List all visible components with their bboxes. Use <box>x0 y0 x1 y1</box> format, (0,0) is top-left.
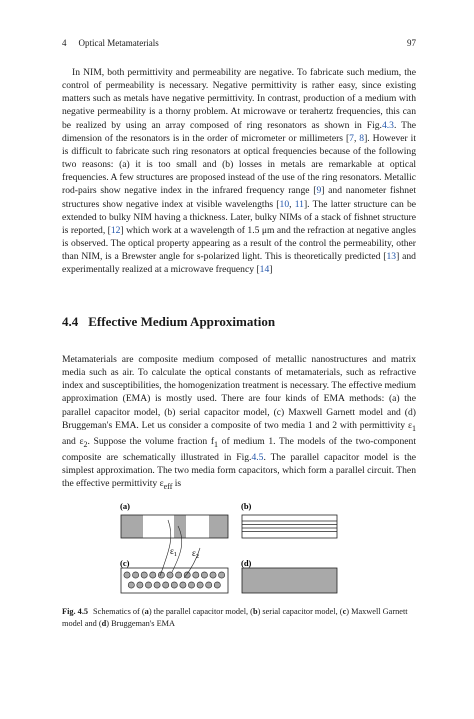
inclusion-particle <box>210 572 216 578</box>
caption-text: ) the parallel capacitor model, ( <box>148 607 253 616</box>
inclusion-particle <box>150 572 156 578</box>
text-run: ]. However it is difficult to fabricate such ring resonators at optical frequencies because of the following two reasons: (a) it is too small and (b) losses in metals are remarkable at optical frequencies. A few structures are proposed instead of the use of the ring resonators. Metallic rod-pairs show negative index in the infrared frequency range [ <box>62 132 416 197</box>
text-run: , <box>353 132 360 144</box>
medium-block <box>186 515 209 538</box>
caption-text: b <box>252 607 258 616</box>
epsilon-2-label: $\varepsilon_2$ <box>192 548 200 560</box>
medium-block <box>209 515 228 538</box>
panel-label-b: (b) <box>241 501 252 511</box>
text-run: is <box>172 478 182 490</box>
citation-link[interactable]: 10 <box>279 198 290 210</box>
text-run: ] and nanometer fishnet structures show negative index at visible wavelengths [ <box>62 185 416 210</box>
citation-link[interactable]: 8 <box>359 132 365 144</box>
subscript: 2 <box>83 439 88 449</box>
medium-block <box>121 515 143 538</box>
figure-ref-link[interactable]: 4.3 <box>381 119 394 131</box>
citation-link[interactable]: 7 <box>349 132 354 144</box>
section-number: 4.4 <box>62 314 79 329</box>
chapter-title: Optical Metamaterials <box>78 38 159 48</box>
caption-label: Fig. 4.5 <box>62 607 89 616</box>
inclusion-particle <box>167 572 173 578</box>
caption-text: a <box>144 607 149 616</box>
running-header <box>62 38 416 52</box>
inclusion-particle <box>124 572 130 578</box>
caption-text: ) serial capacitor model, ( <box>257 607 343 616</box>
inclusion-particle <box>219 572 225 578</box>
text-run: ] which work at a wavelength of 1.5 μm and the refraction at negative angles is observed. The optical property appearing as a result of the control the permeability, other than NIM, is a Brewster angle for s-polarized light. This is theoretically predicted [ <box>62 224 416 263</box>
panel-b-serial-capacitor <box>242 515 337 538</box>
chapter-number: 4 <box>62 38 67 48</box>
figure-caption <box>62 606 416 629</box>
paragraph-ema <box>62 353 416 493</box>
medium-block <box>242 515 337 538</box>
ema-schematic-diagram <box>120 498 338 594</box>
text-run: , <box>289 198 295 210</box>
panel-label-c: (c) <box>120 558 130 568</box>
subscript: eff <box>163 482 173 492</box>
subscript: 1 <box>214 439 219 449</box>
inclusion-particle <box>141 572 147 578</box>
figure-ema-schematics <box>120 498 338 594</box>
figure-ref-link[interactable]: 4.5 <box>251 451 264 463</box>
running-header-left <box>62 38 159 52</box>
text-run: . Suppose the volume fraction f <box>87 435 215 447</box>
inclusion-particle <box>128 582 134 588</box>
inclusion-particle <box>197 582 203 588</box>
inclusion-particle <box>188 582 194 588</box>
caption-text: Schematics of ( <box>93 607 145 616</box>
effective-medium-block <box>242 568 337 593</box>
paragraph-nim <box>62 66 416 277</box>
paragraph-text <box>62 353 416 493</box>
paragraph-text <box>62 66 416 277</box>
inclusion-particle <box>137 582 143 588</box>
text-run: . The dimension of the resonators is in the order of micrometer or millimeters [ <box>62 119 416 144</box>
text-run: ]. The latter structure can be extended to bulky NIM having a thickness. Later, bulky NIMs of a stack of fishnet structure is reported, [ <box>62 198 417 236</box>
text-run: In NIM, both permittivity and permeability are negative. To fabricate such medium, the control of permeability is necessary. Negative permittivity is rather easy, since existing matters such as metals have negative permittivity. In contrast, production of a medium with negative permeability is a thorny problem. At microwave or terahertz frequencies, this can be realized by using an array composed of ring resonators as shown in Fig. <box>62 67 416 131</box>
citation-link[interactable]: 14 <box>259 264 270 276</box>
citation-link[interactable]: 9 <box>316 185 322 197</box>
page-number: 97 <box>407 38 416 48</box>
host-medium <box>121 568 228 593</box>
inclusion-particle <box>133 572 139 578</box>
caption-text: d <box>101 618 107 628</box>
medium-block <box>174 515 186 538</box>
subscript: 1 <box>412 423 416 433</box>
epsilon-1-label: $\varepsilon_1$ <box>170 546 178 558</box>
panel-label-a: (a) <box>120 501 130 511</box>
text-run: Metamaterials are composite medium composed of metallic nanostructures and matrix media such as air. To calculate the optical constants of metamaterials, such as refractive index and susceptibilities, the homogenization treatment is necessary. The effective medium approximation (EMA) is mostly used. There are four kinds of EMA methods: (a) the parallel capacitor model, (b) serial capacitor model, (c) Maxwell Garnett model and (d) Bruggeman's EMA. Let us consider a composite of two media 1 and 2 with permittivity ε <box>62 354 416 431</box>
inclusion-particle <box>214 582 220 588</box>
text-run: ] and experimentally realized at a microwave frequency [ <box>62 251 416 276</box>
caption-text: ) Bruggeman's EMA <box>106 618 176 628</box>
text-run: . The parallel capacitor model is the simplest approximation. The two media form capacitors, which form a parallel circuit. Then the effective permittivity ε <box>62 451 417 490</box>
caption-text: c <box>342 607 347 616</box>
inclusion-particle <box>206 582 212 588</box>
inclusion-particle <box>163 582 169 588</box>
inclusion-particle <box>171 582 177 588</box>
panel-a-parallel-capacitor <box>121 515 228 538</box>
panel-label-d: (d) <box>241 558 252 568</box>
inclusion-particle <box>176 572 182 578</box>
inclusion-particle <box>180 582 186 588</box>
section-heading <box>62 314 275 330</box>
text-run: and ε <box>62 435 84 447</box>
inclusion-particle <box>145 582 151 588</box>
section-title: Effective Medium Approximation <box>88 314 276 329</box>
caption-text: ) Maxwell Garnett model and ( <box>62 607 408 628</box>
text-run: ] <box>269 264 273 276</box>
medium-block <box>143 515 174 538</box>
citation-link[interactable]: 12 <box>110 224 121 236</box>
inclusion-particle <box>201 572 207 578</box>
panel-d-bruggeman <box>242 568 337 593</box>
inclusion-particle <box>154 582 160 588</box>
text-run: of medium 1. The models of the two-component composite are schematically illustrated in Fig. <box>62 435 416 463</box>
citation-link[interactable]: 13 <box>386 251 397 263</box>
citation-link[interactable]: 11 <box>294 198 304 210</box>
inclusion-particle <box>193 572 199 578</box>
panel-c-maxwell-garnett <box>121 568 228 593</box>
